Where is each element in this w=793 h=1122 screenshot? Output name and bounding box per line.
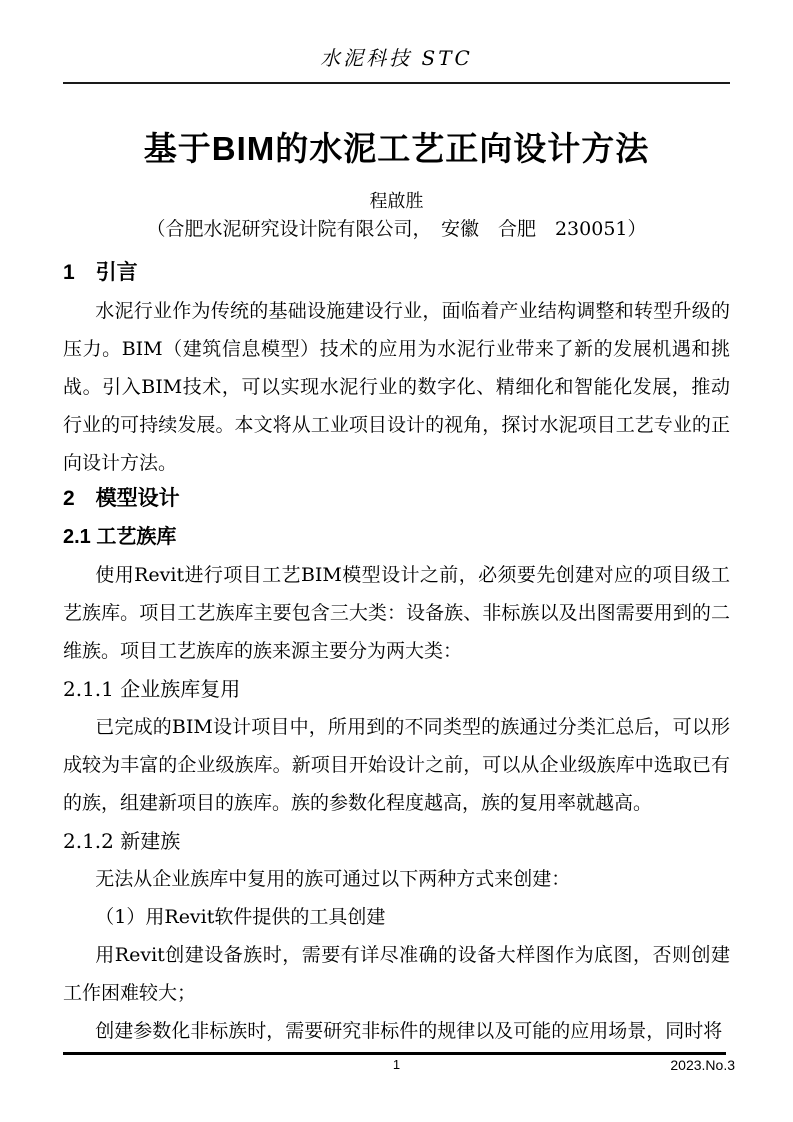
subsection-heading-2-1: 2.1 工艺族库 <box>63 526 177 548</box>
paragraph-revit-equipment: 用Revit创建设备族时，需要有详尽准确的设备大样图作为底图，否则创建工作困难较大； <box>63 944 730 1004</box>
author-name: 程啟胜 <box>369 191 424 212</box>
paragraph-new-family-intro: 无法从企业族库中复用的族可通过以下两种方式来创建： <box>95 868 571 890</box>
section-heading-1: 1 引言 <box>63 261 138 284</box>
issue-label: 2023.No.3 <box>670 1057 735 1073</box>
subsection-heading-2-1-1: 2.1.1 企业族库复用 <box>63 677 241 701</box>
paragraph-parametric-nonstandard: 创建参数化非标族时，需要研究非标件的规律以及可能的应用场景，同时将 <box>95 1020 723 1042</box>
paragraph-method-1: （1）用Revit软件提供的工具创建 <box>95 906 386 928</box>
section-heading-2: 2 模型设计 <box>63 487 180 510</box>
paragraph-family-library: 使用Revit进行项目工艺BIM模型设计之前，必须要先创建对应的项目级工艺族库。项目工艺族库主要包含三大类：设备族、非标族以及出图需要用到的二维族。项目工艺族库的族来源主要分为两大类： <box>63 564 730 662</box>
journal-header: 水泥科技 STC <box>320 46 473 70</box>
header-rule <box>63 82 730 84</box>
subsection-heading-2-1-2: 2.1.2 新建族 <box>63 829 181 853</box>
paragraph-enterprise-reuse: 已完成的BIM设计项目中，所用到的不同类型的族通过分类汇总后，可以形成较为丰富的企业级族库。新项目开始设计之前，可以从企业级族库中选取已有的族，组建新项目的族库。族的参数化程度越高，族的复用率就越高。 <box>63 716 730 814</box>
article-title: 基于BIM的水泥工艺正向设计方法 <box>143 130 650 167</box>
author-affiliation: （合肥水泥研究设计院有限公司， 安徽 合肥 230051） <box>146 218 647 240</box>
page-number: 1 <box>392 1057 401 1072</box>
footer-rule <box>63 1052 726 1055</box>
paragraph-intro: 水泥行业作为传统的基础设施建设行业，面临着产业结构调整和转型升级的压力。BIM（建筑信息模型）技术的应用为水泥行业带来了新的发展机遇和挑战。引入BIM技术，可以实现水泥行业的数字化、精细化和智能化发展，推动行业的可持续发展。本文将从工业项目设计的视角，探讨水泥项目工艺专业的正向设计方法。 <box>63 300 730 474</box>
